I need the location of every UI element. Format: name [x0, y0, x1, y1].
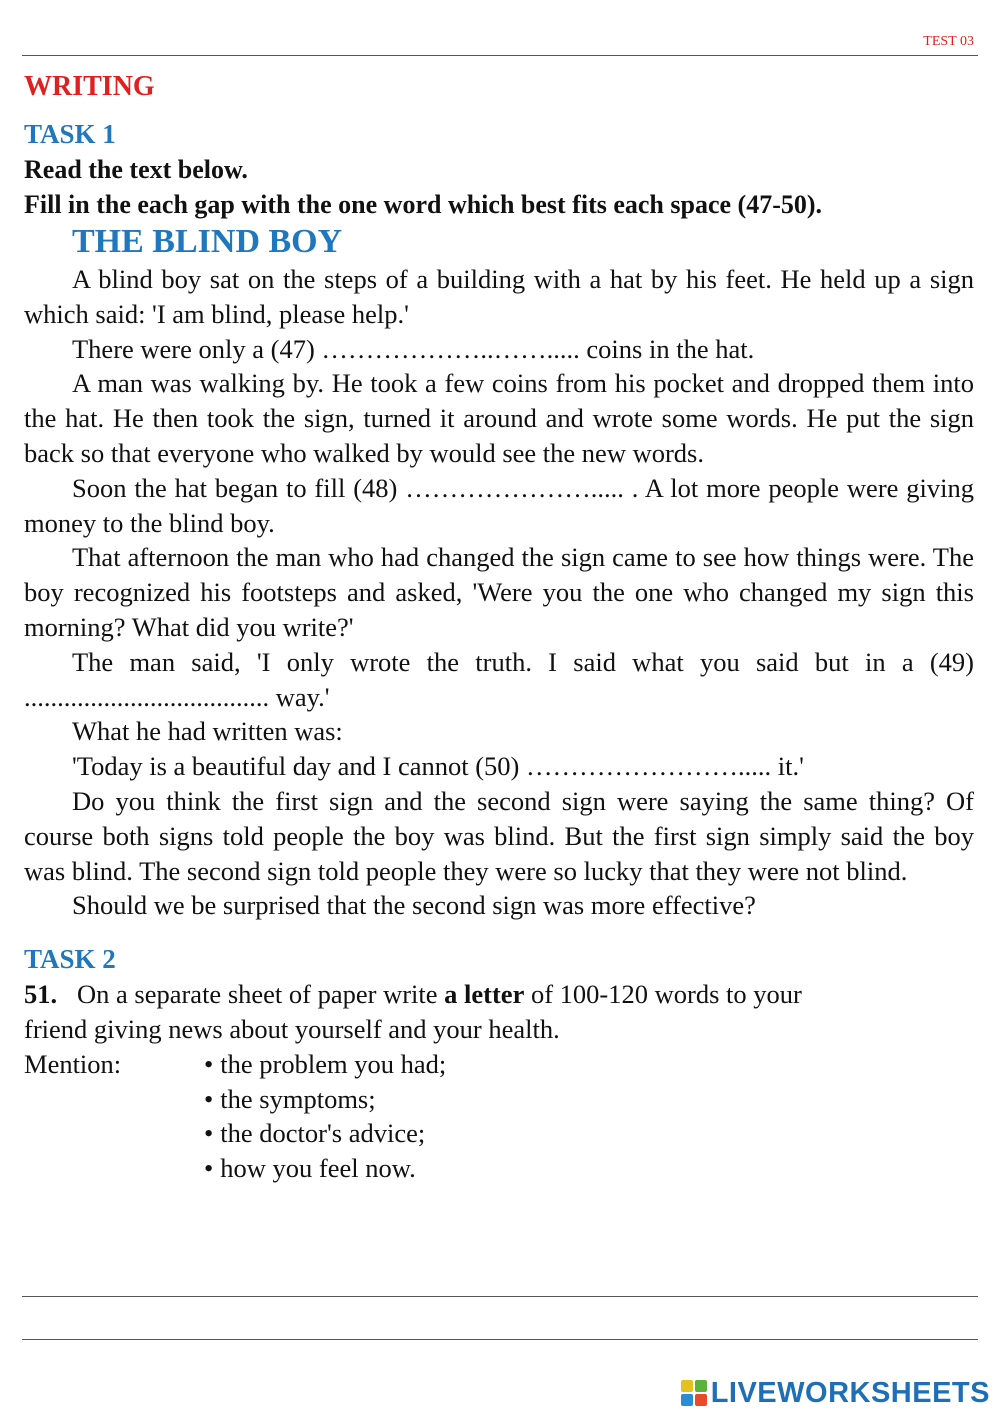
- test-label: TEST 03: [923, 34, 974, 49]
- task2-title: TASK 2: [24, 944, 116, 975]
- story-paragraph: Should we be surprised that the second sign was more effective?: [72, 890, 756, 921]
- mention-label: Mention:: [24, 1048, 122, 1079]
- answer-line: [22, 1339, 978, 1340]
- story-paragraph: A blind boy sat on the steps of a building with a hat by his feet. He held up a sign which said: 'I am blind, please help.': [24, 264, 974, 329]
- story-paragraph-gap-49: The man said, 'I only wrote the truth. I said what you said but in a (49) ..................................... way.': [24, 646, 974, 712]
- worksheet-content: [24, 66, 974, 1186]
- story-text: [24, 262, 974, 923]
- story-paragraph: A man was walking by. He took a few coins from his pocket and dropped them into the hat. He then took the sign, turned it around and wrote some words. He put the sign back so that everyone who walked by would see the new words.: [24, 368, 974, 468]
- story-paragraph-gap-48: Soon the hat began to fill (48) …………………..... . A lot more people were giving money to the blind boy.: [24, 472, 974, 538]
- task2-section: [24, 933, 974, 1186]
- task2-number: 51.: [24, 979, 58, 1010]
- answer-line: [22, 1296, 978, 1297]
- mention-item: • the doctor's advice;: [204, 1116, 974, 1151]
- task2-text-bold: a letter: [444, 979, 525, 1010]
- task1-title: TASK 1: [24, 119, 116, 149]
- task1-instruction-2: Fill in the each gap with the one word which best fits each space (47-50).: [24, 190, 823, 219]
- mention-item: • the problem you had;: [204, 1047, 974, 1082]
- task2-text-after: of 100-120 words to your: [530, 979, 802, 1010]
- mention-item: • how you feel now.: [204, 1151, 974, 1186]
- logo-text: LIVEWORKSHEETS: [710, 1376, 990, 1409]
- story-paragraph: Do you think the first sign and the second sign were saying the same thing? Of course both signs told people the boy was blind. But the first sign simply said the boy was blind. The second sign told people they were so lucky that they were not blind.: [24, 785, 974, 886]
- story-paragraph-gap-47: There were only a (47) ………………..……..... coins in the hat.: [72, 333, 755, 364]
- mention-block: [24, 1047, 974, 1186]
- story-paragraph-gap-50: 'Today is a beautiful day and I cannot (50) ……………………..... it.': [72, 751, 804, 782]
- story-paragraph: What he had written was:: [72, 716, 343, 747]
- task2-prompt-line-1: [24, 977, 974, 1012]
- task2-text-before: On a separate sheet of paper write: [77, 979, 438, 1010]
- liveworksheets-logo: [681, 1376, 990, 1410]
- task2-prompt-line-2: friend giving news about yourself and your health.: [24, 1013, 560, 1044]
- task1-instruction-1: Read the text below.: [24, 155, 248, 184]
- liveworksheets-logo-icon: [681, 1380, 707, 1406]
- header-divider: [22, 55, 978, 56]
- story-paragraph: That afternoon the man who had changed the sign came to see how things were. The boy recognized his footsteps and asked, 'Were you the one who changed my sign this morning? What did you write?': [24, 542, 974, 642]
- mention-item: • the symptoms;: [204, 1082, 974, 1117]
- section-title: WRITING: [24, 71, 155, 102]
- story-title: THE BLIND BOY: [72, 223, 343, 260]
- mention-list: [24, 1047, 974, 1186]
